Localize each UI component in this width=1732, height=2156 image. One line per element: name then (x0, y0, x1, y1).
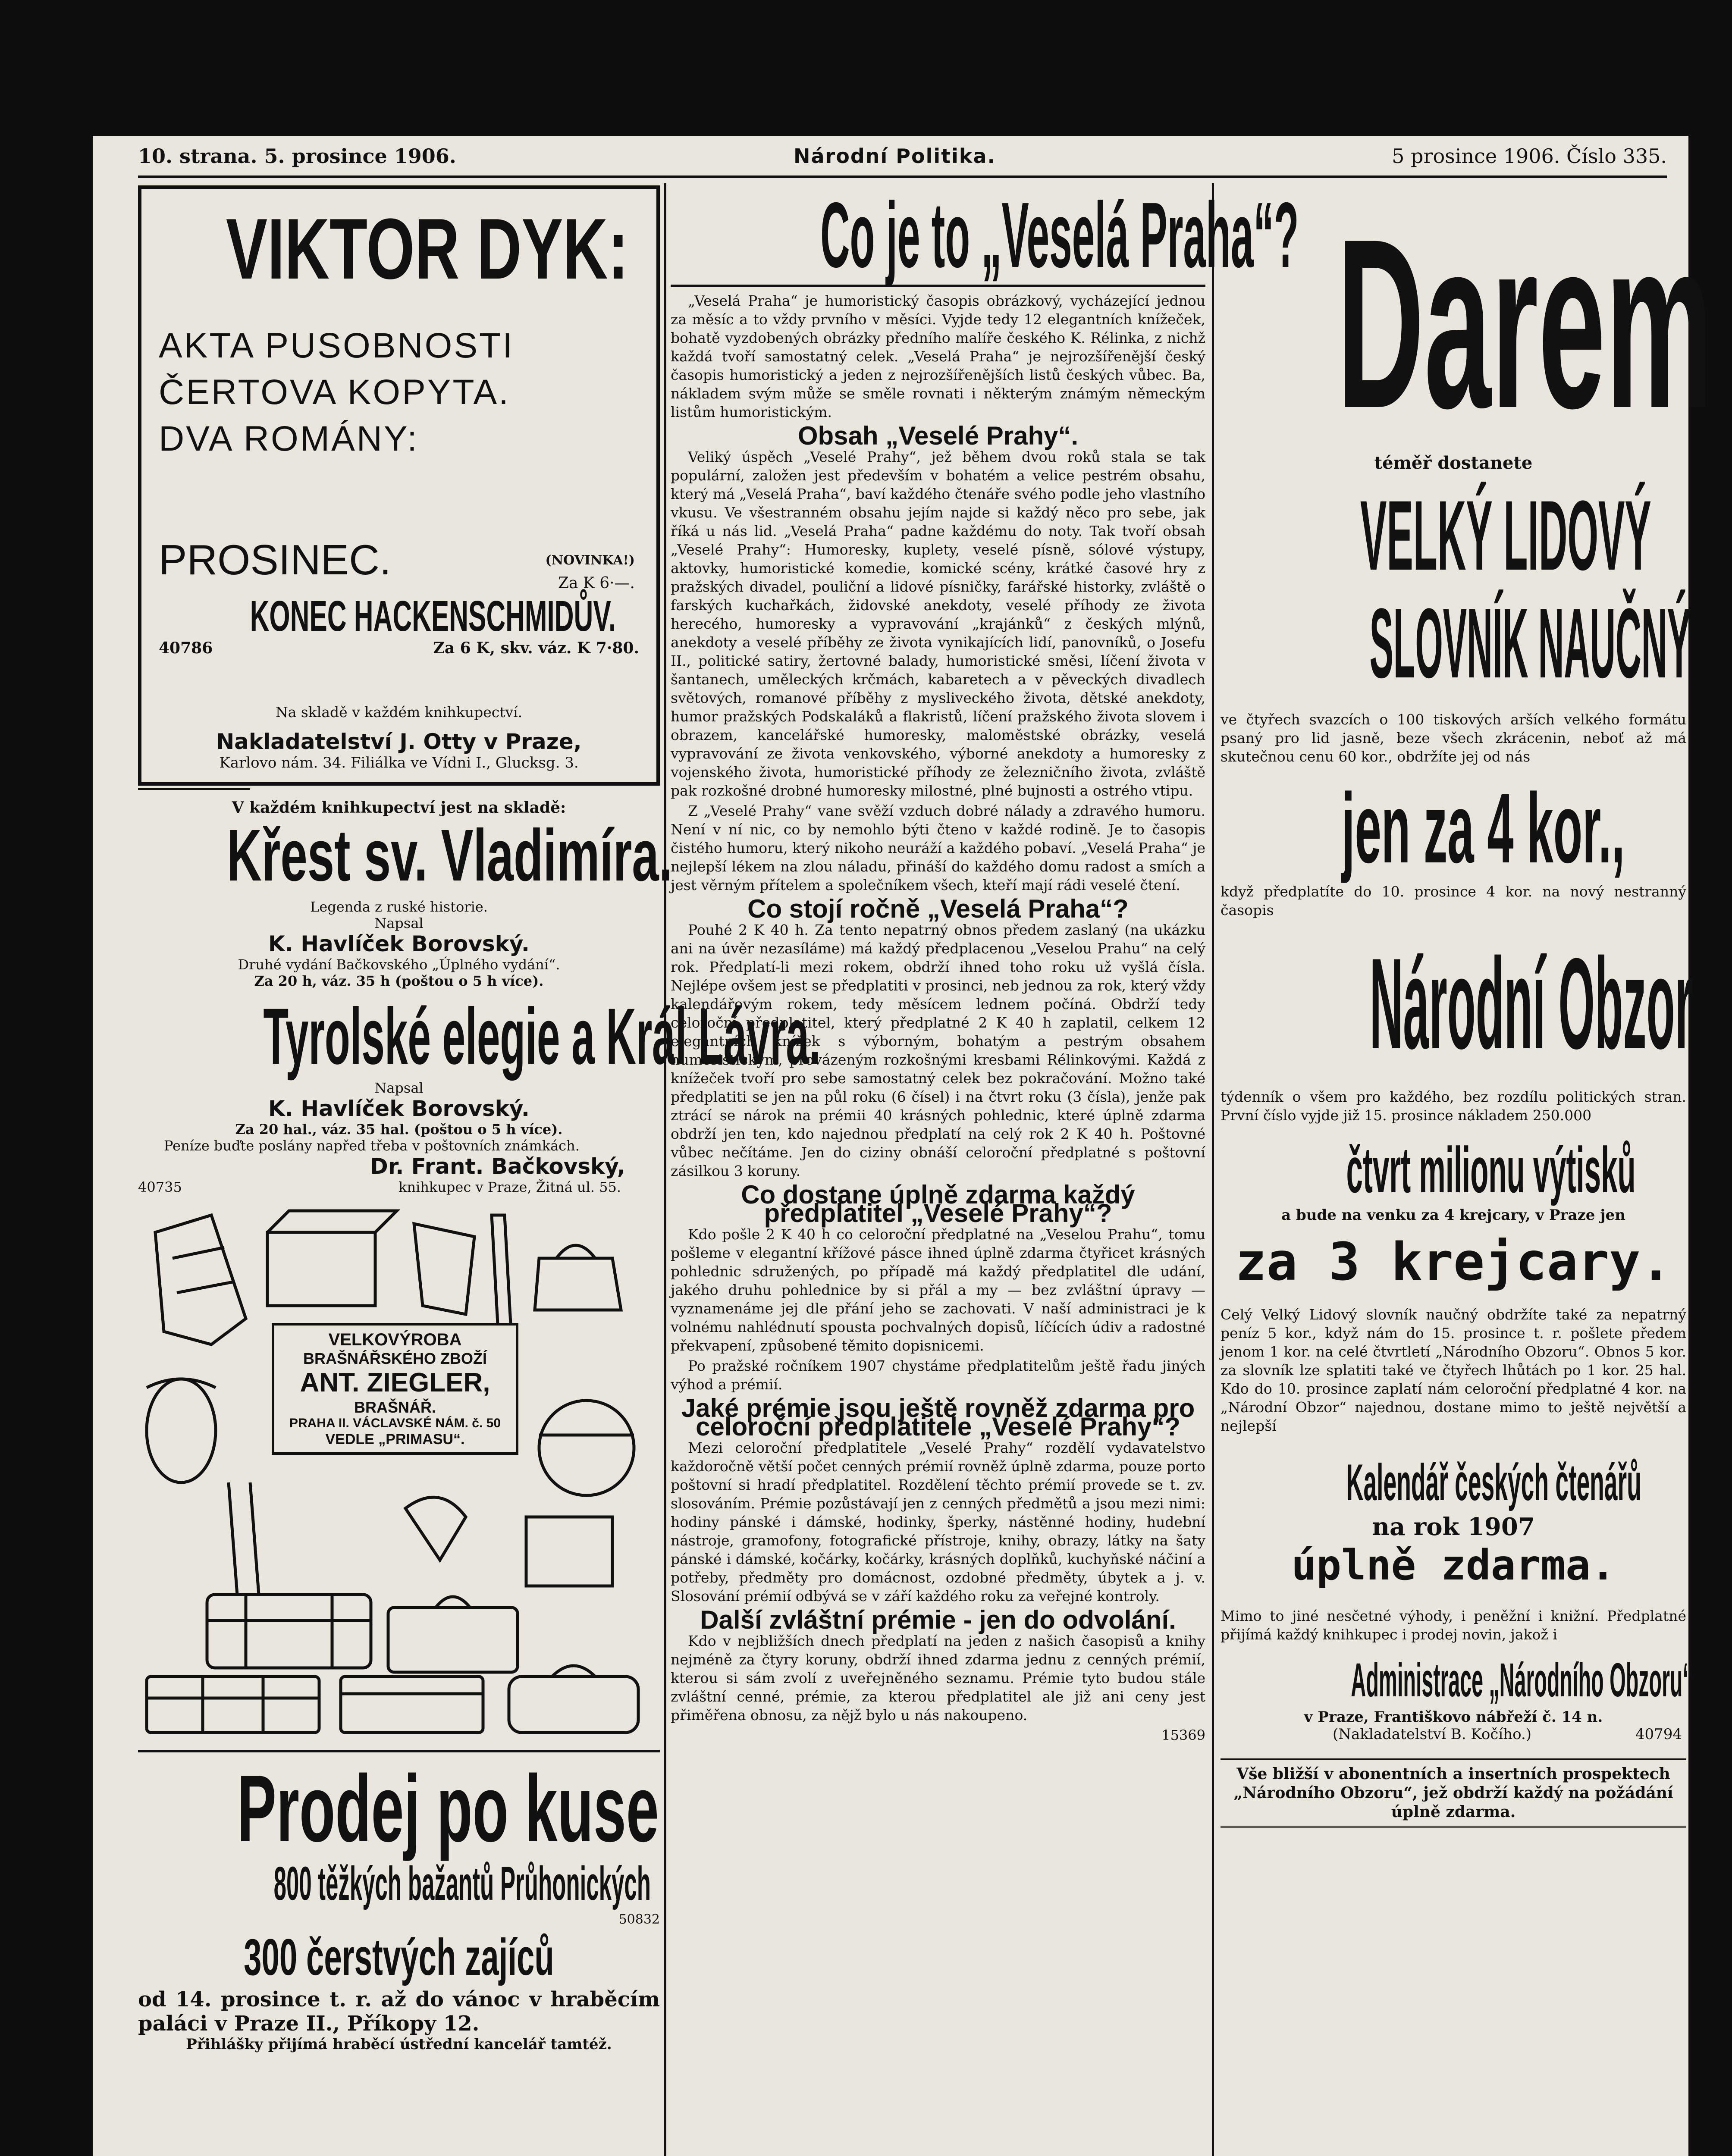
vesela-heading-4: Jaké prémie jsou ještě rovněž zdarma pro celoroční předplatitele „Veselé Prahy“? (681, 1394, 1195, 1441)
column-1 (138, 185, 821, 2156)
header-left: 10. strana. 5. prosince 1906. (138, 144, 456, 168)
header-rule (138, 175, 1667, 178)
dyk-publisher: Nakladatelství J. Otty v Praze, (216, 729, 582, 754)
column-divider-1 (664, 183, 666, 2156)
vesela-intro: „Veselá Praha“ je humoristický časopis obrázkový, vycházející jednou za měsíc a to vždy prvního v měsíci. Vyjde tedy 12 elegantních knížeček, bohatě vyzdobených obrázky předního malíře českého K. Rélinka, z nichž každá tvoří samostatný celek. „Veselá Praha“ je nejrozšířenější český časopis humoristický a jeden z nejrozšířenějších listů českých vůbec. Ba, nákladem svým může se směle rovnati i některým známým německým listům humoristickým. (671, 292, 1205, 420)
big-trunk-icon (147, 1677, 319, 1733)
havlicek-napsal-2: Napsal (374, 1080, 424, 1096)
box-icon (526, 1517, 612, 1586)
dyk-author: VIKTOR DYK: (226, 201, 629, 297)
dyk-prosinec: PROSINEC. (159, 536, 392, 583)
bags-illustration (138, 1206, 660, 1741)
suitcase-lid (267, 1211, 397, 1232)
dyk-prosinec-row (159, 536, 639, 592)
havlicek-intro: V každém knihkupectví jest na skladě: (232, 799, 566, 817)
chest-icon (341, 1677, 483, 1733)
vesela-heading-5: Další zvláštní prémie - jen do odvolání. (700, 1605, 1176, 1634)
prodej-line-3: od 14. prosince t. r. až do vánoc v hraběcím paláci v Praze II., Příkopy 12. (138, 1987, 660, 2036)
ziegler-sign (272, 1323, 518, 1455)
header-right: 5 prosince 1906. Číslo 335. (1392, 144, 1667, 168)
slovnik-offer-desc: Celý Velký Lidový slovník naučný obdržíte také za nepatrný peníz 5 kor., když nám do 15. prosince t. r. pošlete předem jenom 1 kor. na celé čtvrtletí „Národního Obzoru“. Obnos 5 kor. za slovník lze splatiti také ve čtyřech lhůtách po 1 kor. 25 hal. Kdo do 10. prosince zaplatí nám celoroční předplatné 4 kor. na „Národní Obzor“ najednou, dostane mimo to ještě největší a nejlepší (1221, 1306, 1686, 1434)
strap-icon (147, 1379, 216, 1482)
venku-desc: a bude na venku za 4 krejcary, v Praze jen (1281, 1206, 1625, 1224)
darem-title: Darem (1337, 188, 1713, 458)
vesela-paragraph-2: Z „Veselé Prahy“ vane svěží vzduch dobré nálady a zdravého humoru. Není v ní nic, co by nemohlo býti čteno v každé rodině. Je to časopis čistého humoru, který nikoho neuráží a každého pobaví. „Veselá Praha“ je nejlepší lékem na zlou náladu, přináší do každého domu radost a smích a jest věrným přítelem a společníkem všech, kteří mají rádi veselé čtení. (671, 802, 1205, 893)
prodej-advert (138, 1755, 660, 2053)
havlicek-money: Peníze buďte poslány napřed třeba v poštovních známkách. (164, 1138, 580, 1154)
dyk-novinka: (NOVINKA!) (545, 553, 635, 568)
za-3-krejcary: za 3 krejcary. (1235, 1232, 1672, 1292)
vesela-paragraph-3: Pouhé 2 K 40 h. Za tento nepatrný obnos předem zaslaný (na ukázku ani na úvěr nezasíláme) má každý předplacenou „Veselou Prahu“ na celý rok. Předplatí-li mezi rokem, obdrží ihned toho roku už vyšlá čísla. Nejlépe ovšem jest se předplatiti v prosinci, neb jednou za rok, který vždy kalendářovým rokem, tedy měsícem lednem počíná. Obdrží tedy celoroční předplatitel, který předplatné 2 K 40 h zaplatil, celkem 12 elegantních knížek s výborným, bohatým a pestrým obsahem humoristickým, provázeným rozkošnými kresbami Rélinkovými. Každá z knížeček tvoří pro sebe samostatný celek bez pokračování. Možno také předplatiti se jen na půl roku (6 čísel) i na čtvrt roku (3 čísla), jenže pak ztrácí se nárok na prémii 40 krásných pohlednic, které úplně zdarma obdrží jen ten, kdo najednou předplatí na celý rok 2 K 40 h. Poštovné vůbec nečítáme. Jen do ciziny obnáší celoroční předplatné s poštovní zásilkou 3 koruny. (671, 921, 1205, 1179)
administrace-address: v Praze, Františkovo nábřeží č. 14 n. (1304, 1708, 1603, 1726)
prodej-code: 50832 (618, 1912, 660, 1927)
separator (1221, 1826, 1686, 1828)
obzor-footnote: Vše bližší v abonentních a insertních prospektech „Národního Obzoru“, jež obdrží každý na požádání úplně zdarma. (1233, 1765, 1673, 1821)
prodej-line-4: Přihlášky přijímá hraběcí ústřední kancelář tamtéž. (186, 2036, 612, 2053)
trunk-icon (207, 1595, 371, 1668)
havlicek-address-row (138, 1179, 660, 1198)
obzor-publisher-row (1221, 1726, 1686, 1745)
velky-lidovy: VELKÝ LIDOVÝ (1360, 480, 1651, 591)
vesela-paragraph-7: Kdo v nejbližších dnech předplatí na jeden z našich časopisů a knihy nejméně za čtyry koruny, obdrží ihned zdarma jednu z cenných prémií, kterou si sám zvolí z uveřejněného seznamu. Prémie tyto budou stále zvláštní cenné, prémie, za kterou předplatitel ale již ani ceny jest přiměřena obnosu, za nějž bylo u nás nakoupeno. (671, 1633, 1205, 1724)
ziegler-line-6: VEDLE „PRIMASU“. (325, 1431, 465, 1448)
vesela-paragraph-1: Veliký úspěch „Veselé Prahy“, jež během dvou roků stala se tak populární, založen jest především v bohatém a velice pestrém obsahu, který má „Veselá Praha“, baví každého čtenáře svého podle jeho vlastního vkusu. Ve všestranném obsahu jejím najde si každý něco pro sebe, jak říká u nás lid. „Veselá Praha“ padne každému do noty. Tak tvoří obsah „Veselé Prahy“: Humoresky, kuplety, veselé písně, sólové výstupy, aktovky, humoristické komedie, komické scény, krátké časové hry z pražských divadel, pouliční a lidové písničky, farářské historky, zvláště o farských kuchařkách, židovské anekdoty, veselé příhody ze života herecého, humoresky a vypravování „krajánků“ z českých mlýnů, anekdoty a veselé příběhy ze života vynikajících lidí, panovníků, o Josefu II., politické satiry, žertovné balady, humoristické směsi, líčení života v šantanech, uměleckých krčmách, kabaretech a v pěveckých divadlech světových, romanové příběhy z mysliveckého života, dětské anekdoty, humor pražských Podskaláků a flakristů, líčení pražského života slovem i obrazem, kancelářské humoresky, maloměstské obrázky, veselá vypravování ze života venkovského, výborné anekdoty a humoresky z vojenského života, humoristické příhody ze železničního života, zvláště pak rozkošné drobné humoresky milostné, plné bujnosti a ostrého vtipu. (671, 448, 1205, 799)
vesela-title: Co je to „Veselá Praha“? (671, 185, 1205, 287)
suitcase-open-icon (267, 1232, 375, 1306)
handbag-icon (535, 1258, 621, 1310)
travel-bag-icon (509, 1677, 638, 1733)
column-2 (671, 183, 1299, 2156)
slovnik-desc: ve čtyřech svazcích o 100 tiskových arších velkého formátu psaný pro lid jasně, beze všech zkrácenin, neboť až má skutečnou cenu 60 kor., obdržíte jej od nás (1221, 711, 1686, 765)
prodej-title: Prodej po kuse (237, 1755, 659, 1861)
ziegler-line-1: VELKOVÝROBA (328, 1330, 462, 1349)
ziegler-line-4: BRAŠNÁŘ. (354, 1398, 436, 1416)
dyk-titles (159, 323, 639, 462)
havlicek-price-1: Za 20 h, váz. 35 h (poštou o 5 h více). (254, 973, 544, 989)
vesela-paragraph-6: Mezi celoroční předplatitele „Veselé Prahy“ rozdělí vydavatelstvo každoročně větší počet cenných prémií rovněž úplně zdarma, pouze porto poštovní si hradí předplatitel. Rozdělení těchto prémií provede se t. zv. slosováním. Prémie pozůstávají jen z cenných předmětů a jsou mezi nimi: hodiny pánské i dámské, hodinky, šperky, nástěnné hodiny, hudební nástroje, gramofony, fotografické přístroje, knihy, obrazy, látky na šaty pánské i dámské, kočárky, kočárky, krásných doplňků, kuchyňské náčiní a potřeby, předměty pro domácnost, ozdobné předměty, úbytek a j. v. Slosování prémií odbývá se v září každého roku za veřejné kontroly. (671, 1439, 1205, 1604)
dyk-title-2: ČERTOVA KOPYTA. (159, 373, 510, 412)
dyk-price-1: Za K 6·—. (558, 574, 635, 592)
havlicek-legend: Legenda z ruské historie. (310, 899, 488, 915)
belts-icon (229, 1482, 259, 1595)
ziegler-line-2: BRAŠNÁŘSKÉHO ZBOŽÍ (303, 1350, 487, 1367)
dyk-price-2: Za 6 K, skv. váz. K 7·80. (433, 639, 639, 657)
predplatite-desc: když předplatíte do 10. prosince 4 kor. na nový nestranný časopis (1221, 883, 1686, 918)
vesela-heading-1: Obsah „Veselé Prahy“. (797, 421, 1079, 450)
ziegler-line-5: PRAHA II. VÁCLAVSKÉ NÁM. č. 50 (289, 1416, 501, 1431)
narodni-obzor-title: Národní Obzor (1369, 931, 1693, 1076)
separator (138, 1750, 660, 1752)
column-divider-2 (1212, 183, 1214, 2156)
dyk-konec: KONEC HACKENSCHMIDŮV. (250, 592, 616, 640)
havlicek-edition: Druhé vydání Bačkovského „Úplného vydání“. (238, 956, 560, 973)
column-3 (1221, 185, 1713, 2156)
obzor-publisher: (Nakladatelství B. Kočího.) (1333, 1726, 1532, 1743)
case-icon (388, 1608, 518, 1672)
vesela-heading-2: Co stojí ročně „Veselá Praha“? (747, 894, 1129, 923)
havlicek-address: knihkupec v Praze, Žitná ul. 55. (398, 1179, 621, 1195)
dyk-sklad: Na skladě v každém knihkupectví. (275, 704, 523, 721)
vesela-article (671, 291, 1205, 1745)
havlicek-author-1: K. Havlíček Borovský. (268, 931, 530, 956)
vesela-paragraph-4: Kdo pošle 2 K 40 h co celoroční předplatné na „Veselou Prahu“, tomu pošleme v elegantní křížové pásce ihned úplně zdarma čtyřicet krásných pohlednic sdružených, po případě má každý předplatitel dle udání, jakého druhu pohlednice by si přál a my — bez zvláštní úpravy — vyznamenáme jej dle přání jeho se zachovati. V naší administraci je k volnému nahlédnutí spousta pochvalných dopisů, líčících údiv a radostné překvapení, způsobené těmito dopisnicemi. (671, 1226, 1205, 1354)
ziegler-advert (138, 1206, 660, 1741)
administrace-title: Administrace „Národního Obzoru“ (1351, 1654, 1693, 1707)
havlicek-author-2: K. Havlíček Borovský. (268, 1096, 530, 1121)
havlicek-advert (138, 799, 821, 1198)
prodej-line-2: 300 čerstvých zajíců (244, 1928, 554, 1986)
page-header (138, 144, 1667, 170)
havlicek-napsal-1: Napsal (374, 915, 424, 931)
darem-dostanete: téměř dostanete (1374, 453, 1533, 473)
dyk-code: 40786 (159, 639, 213, 657)
separator (1221, 1758, 1686, 1760)
havlicek-bookseller: Dr. Frant. Bačkovský, (370, 1154, 625, 1179)
obzor-code: 40794 (1635, 1726, 1682, 1743)
round-bag-icon (539, 1401, 634, 1495)
separator (138, 788, 250, 790)
uplne-zdarma: úplně zdarma. (1291, 1541, 1616, 1589)
vesela-paragraph-5: Po pražské ročníkem 1907 chystáme předplatitelům ještě řadu jiných výhod a prémií. (671, 1357, 1205, 1393)
pouch-icon (414, 1224, 474, 1314)
newspaper-page (93, 136, 1713, 2156)
dyk-address: Karlovo nám. 34. Filiálka ve Vídni I., Glucksg. 3. (219, 754, 579, 771)
dyk-price-row (159, 639, 639, 665)
kalendar-year: na rok 1907 (1372, 1513, 1535, 1541)
prodej-line-1: 800 těžkých bažantů Průhonických (273, 1857, 651, 1910)
vesela-code: 15369 (1161, 1727, 1205, 1743)
kalendar-title: Kalendář českých čtenářů (1346, 1454, 1641, 1511)
havlicek-title-2: Tyrolské elegie a Král Lávra. (263, 992, 821, 1081)
havlicek-code: 40735 (138, 1179, 182, 1195)
vesela-heading-3: Co dostane úplně zdarma každý předplatitel „Veselé Prahy“? (741, 1180, 1135, 1228)
dyk-advert (138, 185, 660, 786)
ctvrt-milionu: čtvrt milionu výtisků (1346, 1134, 1636, 1206)
dyk-title-3: DVA ROMÁNY: (159, 419, 419, 458)
backpack-icon (155, 1215, 246, 1344)
jen-za-4-kor: jen za 4 kor., (1341, 773, 1625, 884)
slovnik-naucny: SLOVNÍK NAUČNÝ (1369, 588, 1691, 699)
ziegler-line-3: ANT. ZIEGLER, (300, 1368, 490, 1398)
vyhody-desc: Mimo to jiné nesčetné výhody, i peněžní i knižní. Předplatné přijímá každý knihkupec i prodej novin, jakož i (1221, 1608, 1686, 1643)
dyk-title-1: AKTA PUSOBNOSTI (159, 326, 514, 365)
havlicek-price-2: Za 20 hal., váz. 35 hal. (poštou o 5 h více). (235, 1121, 563, 1138)
obzor-desc: týdenník o všem pro každého, bez rozdílu politických stran. První číslo vyjde již 15. prosince nákladem 250.000 (1221, 1088, 1686, 1124)
havlicek-title-1: Křest sv. Vladimíra. (226, 815, 672, 896)
satchel-icon (405, 1497, 466, 1560)
header-masthead: Národní Politika. (794, 144, 996, 168)
